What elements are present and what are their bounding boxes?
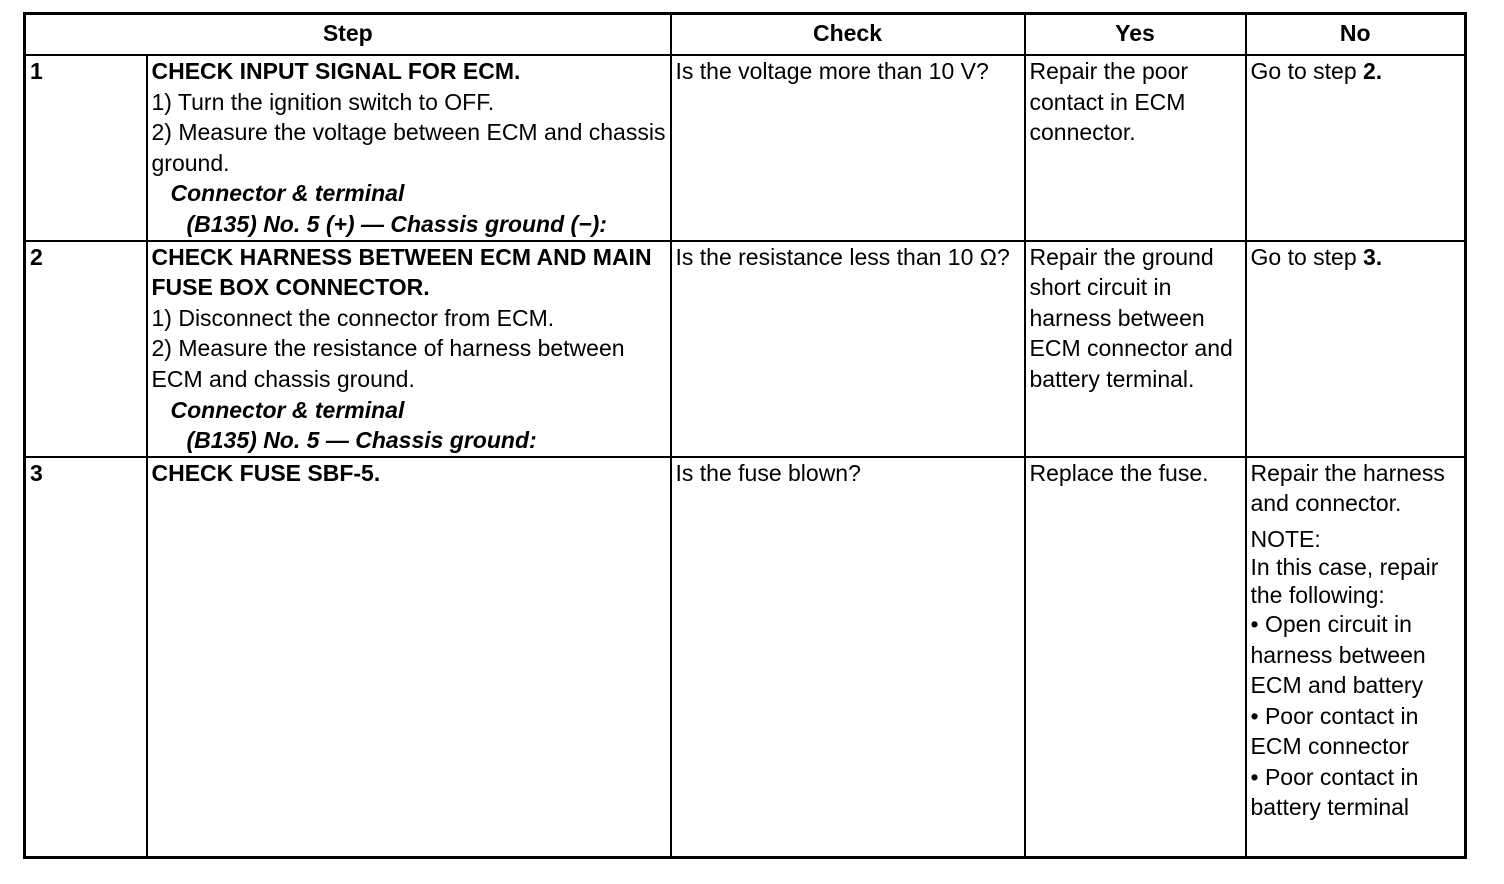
table-row (25, 457, 1466, 858)
note-heading: NOTE: (1250, 525, 1321, 552)
next-step-ref: 2. (1363, 58, 1383, 84)
step-number: 2 (25, 241, 147, 457)
table-row (25, 241, 1466, 457)
yes-cell: Repair the ground short circuit in harness between ECM connector and battery terminal. (1025, 241, 1246, 457)
diagnostic-procedure-document (23, 12, 1464, 859)
yes-cell: Repair the poor contact in ECM connector. (1025, 55, 1246, 241)
substep: 1) Disconnect the connector from ECM. (151, 304, 555, 331)
step-number: 3 (25, 457, 147, 858)
note-bullet: • Open circuit in harness between ECM and battery (1250, 610, 1426, 699)
step-title: CHECK FUSE SBF-5. (151, 459, 381, 486)
step-number: 1 (25, 55, 147, 241)
connector-heading: Connector & terminal (170, 180, 405, 207)
no-text: Go to step (1250, 243, 1364, 270)
header-no: No (1246, 14, 1466, 56)
check-cell: Is the fuse blown? (671, 457, 1025, 858)
no-cell (1246, 55, 1466, 241)
connector-terminal: (B135) No. 5 — Chassis ground: (186, 427, 537, 454)
substep: 1) Turn the ignition switch to OFF. (151, 88, 495, 115)
check-cell: Is the voltage more than 10 V? (671, 55, 1025, 241)
step-cell (147, 55, 671, 241)
step-cell (147, 241, 671, 457)
diagnostic-table (23, 12, 1467, 859)
step-title: CHECK HARNESS BETWEEN ECM AND MAIN FUSE BOX CONNECTOR. (151, 243, 652, 301)
connector-heading: Connector & terminal (170, 396, 405, 423)
next-step-ref: 3. (1363, 243, 1383, 270)
check-cell: Is the resistance less than 10 Ω? (671, 241, 1025, 457)
header-check: Check (671, 14, 1025, 56)
note-bullet: • Poor contact in battery terminal (1250, 763, 1419, 821)
step-cell (147, 457, 671, 858)
step-title: CHECK INPUT SIGNAL FOR ECM. (151, 58, 521, 84)
header-step: Step (25, 14, 671, 56)
header-yes: Yes (1025, 14, 1246, 56)
no-text: Go to step (1250, 58, 1364, 84)
note-bullet: • Poor contact in ECM connector (1250, 702, 1419, 760)
table-header-row (25, 14, 1466, 56)
note-text: In this case, repair the following: (1250, 553, 1439, 608)
no-cell (1246, 457, 1466, 858)
substep: 2) Measure the voltage between ECM and chassis ground. (151, 119, 666, 176)
no-cell (1246, 241, 1466, 457)
table-row (25, 55, 1466, 241)
no-text: Repair the harness and connector. (1250, 459, 1445, 517)
yes-cell: Replace the fuse. (1025, 457, 1246, 858)
substep: 2) Measure the resistance of harness between ECM and chassis ground. (151, 335, 625, 392)
connector-terminal: (B135) No. 5 (+) — Chassis ground (−): (186, 210, 607, 237)
